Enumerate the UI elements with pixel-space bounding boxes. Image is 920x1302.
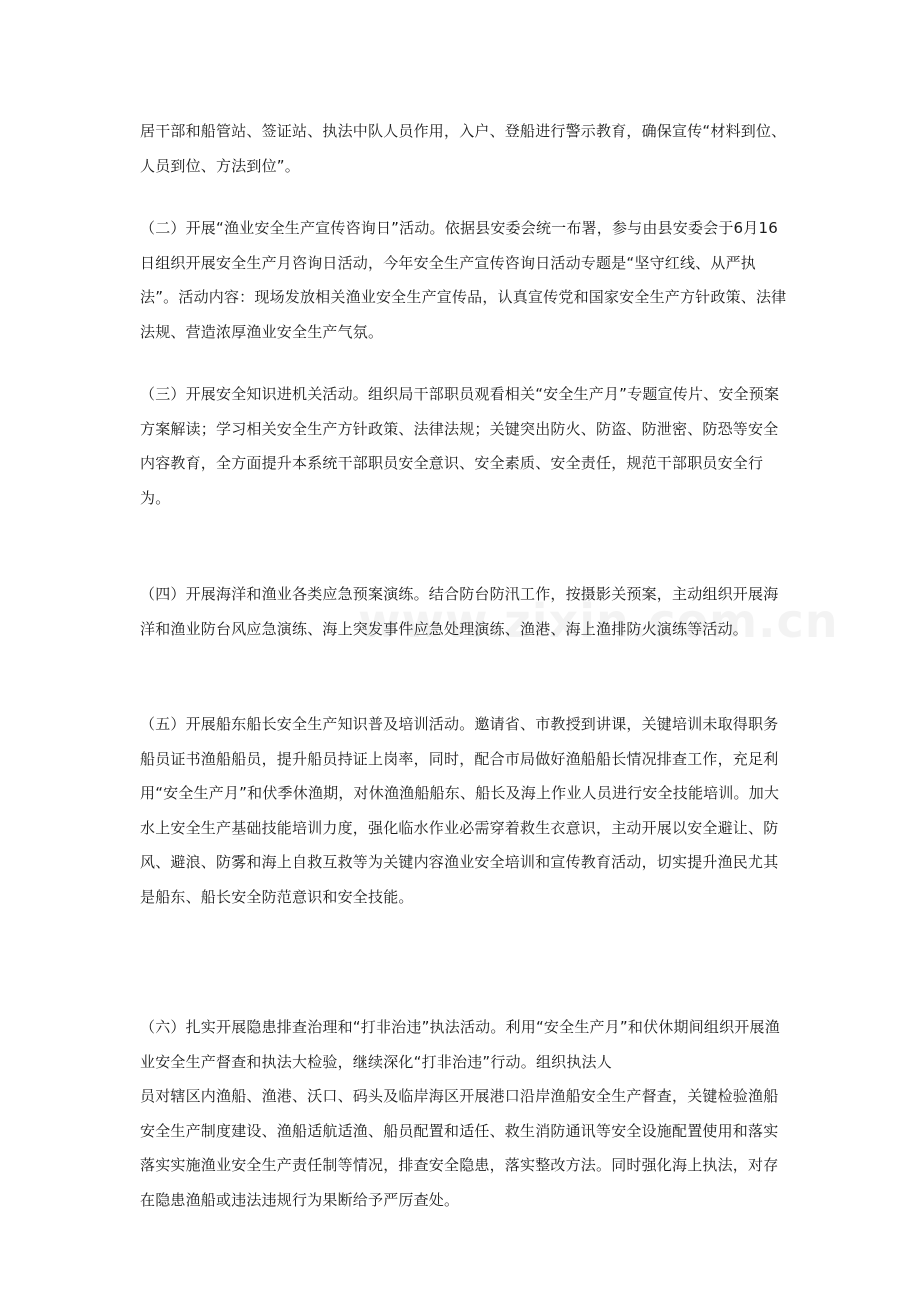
paragraph-continuation: 居干部和船管站、签证站、执法中队人员作用，入户、登船进行警示教育，确保宣传“材料到位、人员到位、方法到位”。	[140, 122, 787, 175]
paragraph-emergency-drill: （四）开展海洋和渔业各类应急预案演练。结合防台防汛工作，按摄影关预案，主动组织开展海洋和渔业防台风应急演练、海上突发事件应急处理演练、渔港、海上渔排防火演练等活动。	[140, 585, 779, 638]
paragraph-hazard-inspection: （六）扎实开展隐患排查治理和“打非治违”执法活动。利用“安全生产月”和伏休期间组织开展渔业安全生产督查和执法大检验，继续深化“打非治违”行动。组织执法人	[140, 1018, 780, 1071]
paragraph-captain-training: （五）开展船东船长安全生产知识普及培训活动。邀请省、市教授到讲课，关键培训未取得职务船员证书渔船船员，提升船员持证上岗率，同时，配合市局做好渔船船长情况排查工作，充足利用“安全生产月”和伏季休渔期，对休渔渔船船东、船长及海上作业人员进行安全技能培训。加大水上安全生产基础技能培训力度，强化临水作业必需穿着救生衣意识，主动开展以安全避让、防风、避浪、防雾和海上自救互救等为关键内容渔业安全培训和宣传教育活动，切实提升渔民尤其是船东、船长安全防范意识和安全技能。	[140, 715, 780, 906]
paragraph-consultation-day: （二）开展“渔业安全生产宣传咨询日”活动。依据县安委会统一布署，参与由县安委会于6月16日组织开展安全生产月咨询日活动，今年安全生产宣传咨询日活动专题是“坚守红线、从严执法”。活动内容：现场发放相关渔业安全生产宣传品，认真宣传党和国家安全生产方针政策、法律法规、营造浓厚渔业安全生产气氛。	[140, 219, 787, 341]
paragraph-inspection-continued: 员对辖区内渔船、渔港、沃口、码头及临岸海区开展港口沿岸渔船安全生产督查，关键检验渔船安全生产制度建设、渔船适航适渔、船员配置和适任、救生消防通讯等安全设施配置使用和落实落实实施渔业安全生产责任制等情况，排查安全隐患，落实整改方法。同时强化海上执法，对存在隐患渔船或违法违规行为果断给予严厉查处。	[140, 1087, 779, 1209]
paragraph-safety-knowledge: （三）开展安全知识进机关活动。组织局干部职员观看相关“安全生产月”专题宣传片、安全预案方案解读；学习相关安全生产方针政策、法律法规；关键突出防火、防盗、防泄密、防恐等安全内容教育，全方面提升本系统干部职员安全意识、安全素质、安全责任，规范干部职员安全行为。	[140, 385, 780, 507]
